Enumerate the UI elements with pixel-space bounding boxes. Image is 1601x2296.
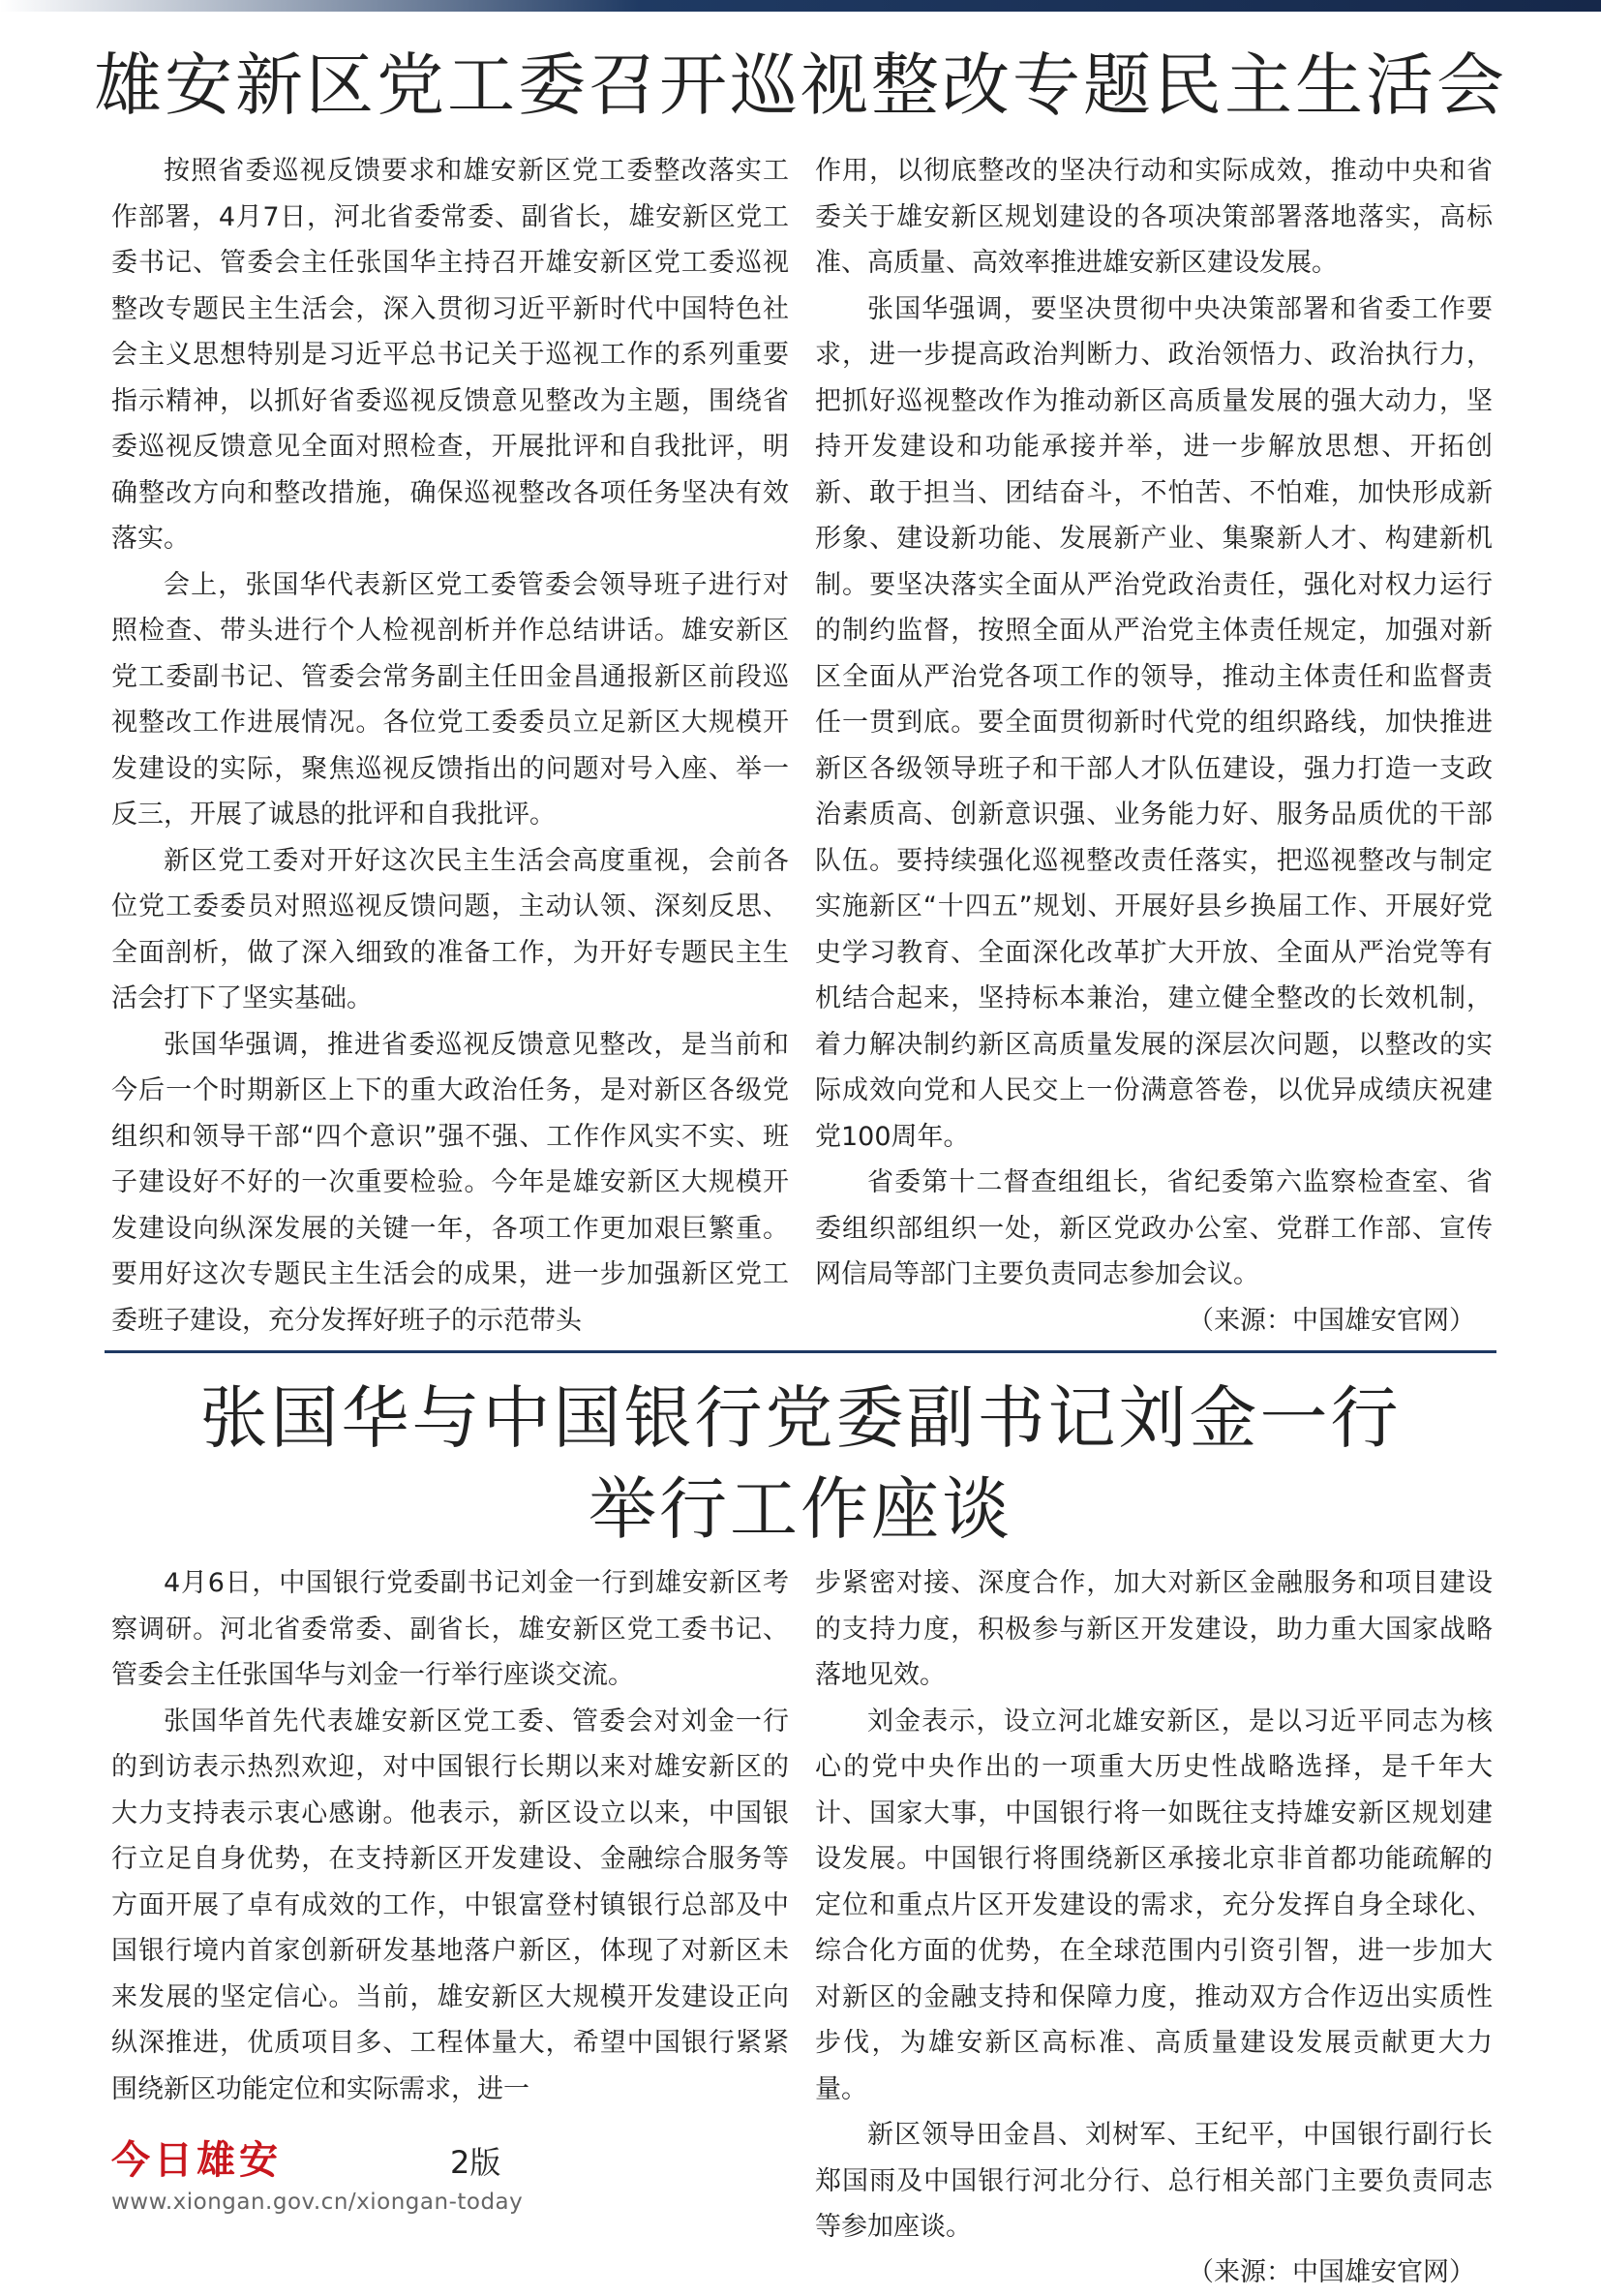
section-divider [105, 1350, 1496, 1353]
article-2-right-column [815, 1560, 1493, 2287]
article-1-paragraph: 省委第十二督查组组长，省纪委第六监察检查室、省委组织部组织一处，新区党政办公室、党群工作部、宣传网信局等部门主要负责同志参加会议。 [815, 1167, 1493, 1289]
article-1-paragraph: 张国华强调，推进省委巡视反馈意见整改，是当前和今后一个时期新区上下的重大政治任务，是对新区各级党组织和领导干部“四个意识”强不强、工作作风实不实、班子建设好不好的一次重要检验。今年是雄安新区大规模开发建设向纵深发展的关键一年，各项工作更加艰巨繁重。要用好这次专题民主生活会的成果，进一步加强新区党工委班子建设，充分发挥好班子的示范带头 [111, 1029, 789, 1336]
website-url[interactable]: www.xiongan.gov.cn/xiongan-today [111, 2190, 524, 2215]
article-2-paragraph: 刘金表示，设立河北雄安新区，是以习近平同志为核心的党中央作出的一项重大历史性战略选择，是千年大计、国家大事，中国银行将一如既往支持雄安新区规划建设发展。中国银行将围绕新区承接北京非首都功能疏解的定位和重点片区开发建设的需求，充分发挥自身全球化、综合化方面的优势，在全球范围内引资引智，进一步加大对新区的金融支持和保障力度，推动双方合作迈出实质性步伐，为雄安新区高标准、高质量建设发展贡献更大力量。 [815, 1706, 1493, 2104]
article-1-paragraph-continued: 作用，以彻底整改的坚决行动和实际成效，推动中央和省委关于雄安新区规划建设的各项决策部署落地落实，高标准、高质量、高效率推进雄安新区建设发展。 [815, 156, 1493, 278]
article-2-title-line-1: 张国华与中国银行党委副书记刘金一行 [199, 1378, 1402, 1458]
publication-logo: 今日雄安 [111, 2137, 282, 2183]
article-2-paragraph: 新区领导田金昌、刘树军、王纪平，中国银行副行长郑国雨及中国银行河北分行、总行相关部门主要负责同志等参加座谈。 [815, 2120, 1493, 2242]
article-2-paragraph-continued: 步紧密对接、深度合作，加大对新区金融服务和项目建设的支持力度，积极参与新区开发建设，助力重大国家战略落地见效。 [815, 1568, 1493, 1690]
article-2-source: （来源：中国雄安官网） [1188, 2257, 1475, 2287]
article-2-title [0, 1373, 1601, 1555]
article-1-paragraph: 张国华强调，要坚决贯彻中央决策部署和省委工作要求，进一步提高政治判断力、政治领悟力、政治执行力，把抓好巡视整改作为推动新区高质量发展的强大动力，坚持开发建设和功能承接并举，进一步解放思想、开拓创新、敢于担当、团结奋斗，不怕苦、不怕难，加快形成新形象、建设新功能、发展新产业、集聚新人才、构建新机制。要坚决落实全面从严治党政治责任，强化对权力运行的制约监督，按照全面从严治党主体责任规定，加强对新区全面从严治党各项工作的领导，推动主体责任和监督责任一贯到底。要全面贯彻新时代党的组织路线，加快推进新区各级领导班子和干部人才队伍建设，强力打造一支政治素质高、创新意识强、业务能力好、服务品质优的干部队伍。要持续强化巡视整改责任落实，把巡视整改与制定实施新区“十四五”规划、开展好县乡换届工作、开展好党史学习教育、全面深化改革扩大开放、全面从严治党等有机结合起来，坚持标本兼治，建立健全整改的长效机制，着力解决制约新区高质量发展的深层次问题，以整改的实际成效向党和人民交上一份满意答卷，以优异成绩庆祝建党100周年。 [815, 293, 1493, 1152]
article-2-left-column [111, 1560, 789, 2112]
page-number: 2版 [450, 2144, 501, 2181]
article-2-paragraph: 张国华首先代表雄安新区党工委、管委会对刘金一行的到访表示热烈欢迎，对中国银行长期以来对雄安新区的大力支持表示衷心感谢。他表示，新区设立以来，中国银行立足自身优势，在支持新区开发建设、金融综合服务等方面开展了卓有成效的工作，中银富登村镇银行总部及中国银行境内首家创新研发基地落户新区，体现了对新区未来发展的坚定信心。当前，雄安新区大规模开发建设正向纵深推进，优质项目多、工程体量大，希望中国银行紧紧围绕新区功能定位和实际需求，进一 [111, 1706, 789, 2104]
article-1-title: 雄安新区党工委召开巡视整改专题民主生活会 [94, 45, 1507, 125]
article-1-paragraph: 新区党工委对开好这次民主生活会高度重视，会前各位党工委委员对照巡视反馈问题，主动认领、深刻反思、全面剖析，做了深入细致的准备工作，为开好专题民主生活会打下了坚实基础。 [111, 845, 789, 1013]
article-1-left-column [111, 148, 789, 1344]
article-1-paragraph: 按照省委巡视反馈要求和雄安新区党工委整改落实工作部署，4月7日，河北省委常委、副省长，雄安新区党工委书记、管委会主任张国华主持召开雄安新区党工委巡视整改专题民主生活会，深入贯彻习近平新时代中国特色社会主义思想特别是习近平总书记关于巡视工作的系列重要指示精神，以抓好省委巡视反馈意见整改为主题，围绕省委巡视反馈意见全面对照检查，开展批评和自我批评，明确整改方向和整改措施，确保巡视整改各项任务坚决有效落实。 [111, 156, 789, 554]
article-2-paragraph: 4月6日，中国银行党委副书记刘金一行到雄安新区考察调研。河北省委常委、副省长，雄安新区党工委书记、管委会主任张国华与刘金一行举行座谈交流。 [111, 1568, 789, 1690]
article-2-title-line-2: 举行工作座谈 [589, 1469, 1012, 1549]
article-1-right-column [815, 148, 1493, 1344]
top-color-bar [0, 0, 1601, 12]
article-1-paragraph: 会上，张国华代表新区党工委管委会领导班子进行对照检查、带头进行个人检视剖析并作总结讲话。雄安新区党工委副书记、管委会常务副主任田金昌通报新区前段巡视整改工作进展情况。各位党工委委员立足新区大规模开发建设的实际，聚焦巡视反馈指出的问题对号入座、举一反三，开展了诚恳的批评和自我批评。 [111, 569, 789, 830]
article-1-source: （来源：中国雄安官网） [1188, 1305, 1475, 1336]
